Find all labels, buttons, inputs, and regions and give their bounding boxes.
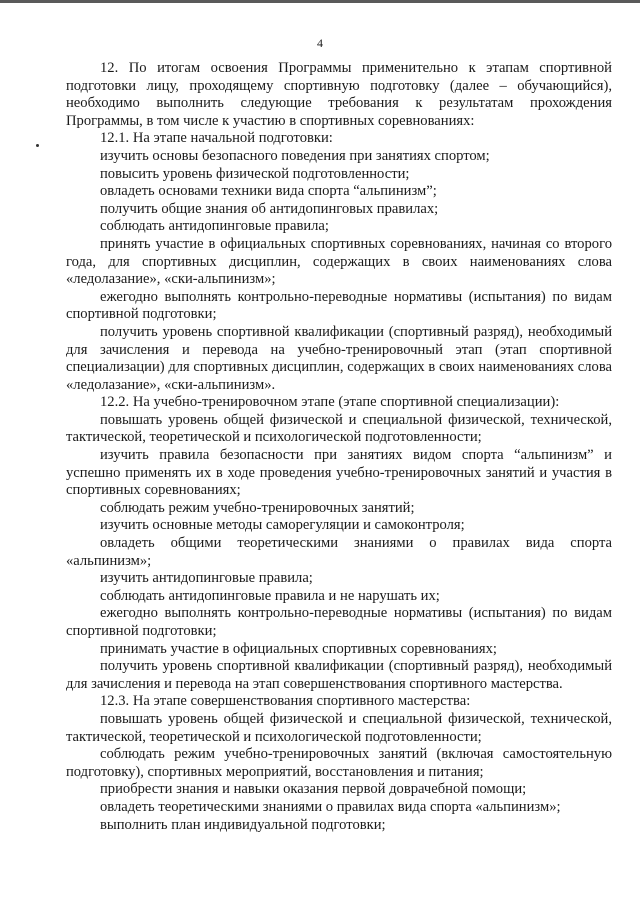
- section-12-2-heading: 12.2. На учебно-тренировочном этапе (этапе спортивной специализации):: [100, 394, 560, 411]
- list-item: соблюдать режим учебно-тренировочных занятий (включая самостоятельную подготовку), спортивных мероприятий, восстановления и питания;: [66, 746, 612, 780]
- list-item: выполнить план индивидуальной подготовки;: [100, 816, 386, 833]
- list-item: повышать уровень общей физической и специальной физической, технической, тактической, теоретической и психологической подготовленности;: [66, 710, 612, 745]
- list-item: повышать уровень общей физической и специальной физической, технической, тактической, теоретической и психологической подготовленности;: [66, 411, 612, 446]
- list-item: получить уровень спортивной квалификации (спортивный разряд), необходимый для зачисления и перевода на этап совершенствования спортивного мастерства.: [66, 658, 612, 692]
- document-body: [66, 60, 612, 834]
- paragraph-12-intro: 12. По итогам освоения Программы применительно к этапам спортивной подготовки лицу, проходящему спортивную подготовку (далее – обучающийся), необходимо выполнить следующие требования к результатам прохождения Программы, в том числе к участию в спортивных соревнованиях:: [66, 60, 612, 129]
- list-item: овладеть общими теоретическими знаниями о правилах вида спорта «альпинизм»;: [66, 535, 612, 569]
- list-item: соблюдать антидопинговые правила и не нарушать их;: [100, 587, 440, 604]
- list-item: принимать участие в официальных спортивных соревнованиях;: [100, 640, 497, 657]
- list-item: овладеть теоретическими знаниями о правилах вида спорта «альпинизм»;: [100, 798, 561, 815]
- list-item: соблюдать режим учебно-тренировочных занятий;: [100, 499, 415, 516]
- page-number: 4: [317, 36, 323, 50]
- list-item: соблюдать антидопинговые правила;: [100, 218, 329, 235]
- list-item: изучить основы безопасного поведения при занятиях спортом;: [100, 147, 490, 164]
- list-item: изучить правила безопасности при занятиях видом спорта “альпинизм” и успешно применять их в ходе проведения учебно-тренировочных занятий и участия в спортивных соревнованиях;: [66, 447, 612, 499]
- list-item: изучить антидопинговые правила;: [100, 570, 313, 587]
- list-item: изучить основные методы саморегуляции и самоконтроля;: [100, 517, 465, 534]
- list-item: ежегодно выполнять контрольно-переводные нормативы (испытания) по видам спортивной подготовки;: [66, 288, 612, 323]
- section-12-1-heading: 12.1. На этапе начальной подготовки:: [100, 130, 333, 147]
- list-item: овладеть основами техники вида спорта “альпинизм”;: [100, 183, 437, 200]
- section-12-3-heading: 12.3. На этапе совершенствования спортивного мастерства:: [100, 693, 471, 710]
- list-item: получить уровень спортивной квалификации (спортивный разряд), необходимый для зачисления и перевода на учебно-тренировочный этап (этап спортивной специализации) для спортивных дисциплин, содержащих в своих наименованиях слова «ледолазание», «ски-альпинизм».: [66, 323, 612, 393]
- list-item: приобрести знания и навыки оказания первой доврачебной помощи;: [100, 781, 527, 798]
- scan-speck: [36, 144, 39, 147]
- list-item: принять участие в официальных спортивных соревнованиях, начиная со второго года, для спортивных дисциплин, содержащих в своих наименованиях слова «ледолазание», «ски-альпинизм»;: [66, 235, 612, 288]
- list-item: получить общие знания об антидопинговых правилах;: [100, 200, 439, 217]
- list-item: ежегодно выполнять контрольно-переводные нормативы (испытания) по видам спортивной подготовки;: [66, 605, 612, 639]
- list-item: повысить уровень физической подготовленности;: [100, 165, 410, 182]
